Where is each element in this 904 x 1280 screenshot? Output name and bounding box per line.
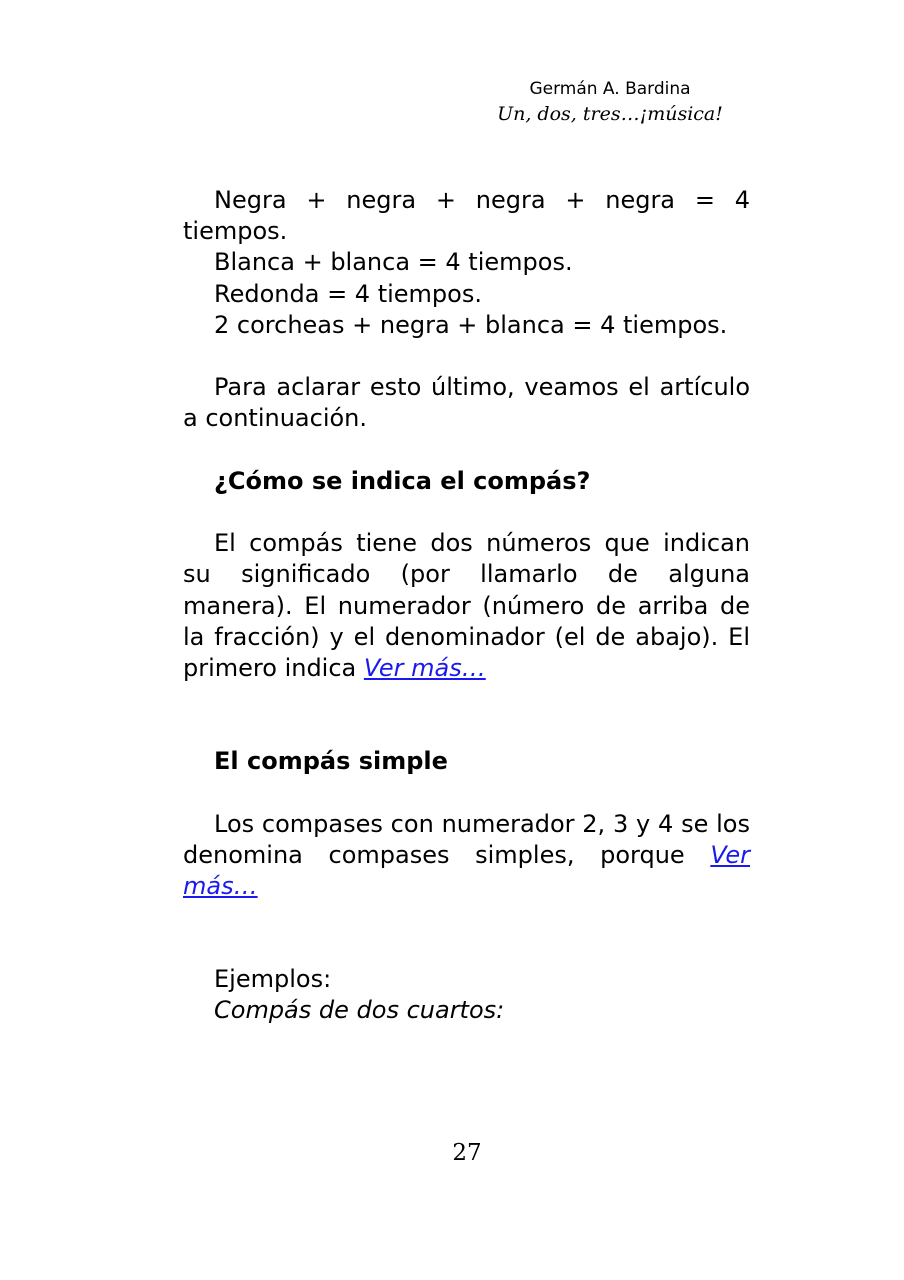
paragraph-text: Los compases con numerador 2, 3 y 4 se los denomina compases simples, porque xyxy=(183,809,750,869)
spacer xyxy=(183,777,750,808)
equation-line: 2 corcheas + negra + blanca = 4 tiempos. xyxy=(214,310,728,339)
section-heading-compas-simple: El compás simple xyxy=(214,747,448,776)
page-number: 27 xyxy=(452,1140,482,1166)
example-two-quarters: Compás de dos cuartos: xyxy=(214,996,505,1025)
ver-mas-link[interactable]: Ver más… xyxy=(363,654,486,682)
header-book-title: Un, dos, tres…¡música! xyxy=(497,103,723,125)
examples-label: Ejemplos: xyxy=(214,965,332,994)
equation-line: Blanca + blanca = 4 tiempos. xyxy=(214,248,573,277)
page-header xyxy=(480,78,740,127)
spacer xyxy=(183,497,750,528)
section-heading-compas-indication: ¿Cómo se indica el compás? xyxy=(214,466,591,495)
ver-mas-link[interactable]: Ver más… xyxy=(183,840,750,900)
spacer xyxy=(183,435,750,466)
header-author: Germán A. Bardina xyxy=(529,79,691,99)
equation-line: Negra + negra + negra + negra = 4 tiempos. xyxy=(183,186,750,246)
paragraph-compas-simple xyxy=(183,809,750,903)
spacer xyxy=(183,684,750,746)
paragraph-text: El compás tiene dos números que indican su significado (por llamarlo de alguna manera). El numerador (número de arriba de la fracción) y el denominador (el de abajo). El primero indica xyxy=(183,529,750,682)
paragraph-compas-numbers xyxy=(183,528,750,684)
spacer xyxy=(183,902,750,964)
clarify-paragraph: Para aclarar esto último, veamos el artículo a continuación. xyxy=(183,373,750,433)
page-body xyxy=(183,185,750,1027)
spacer xyxy=(183,341,750,372)
equation-line: Redonda = 4 tiempos. xyxy=(214,279,482,308)
